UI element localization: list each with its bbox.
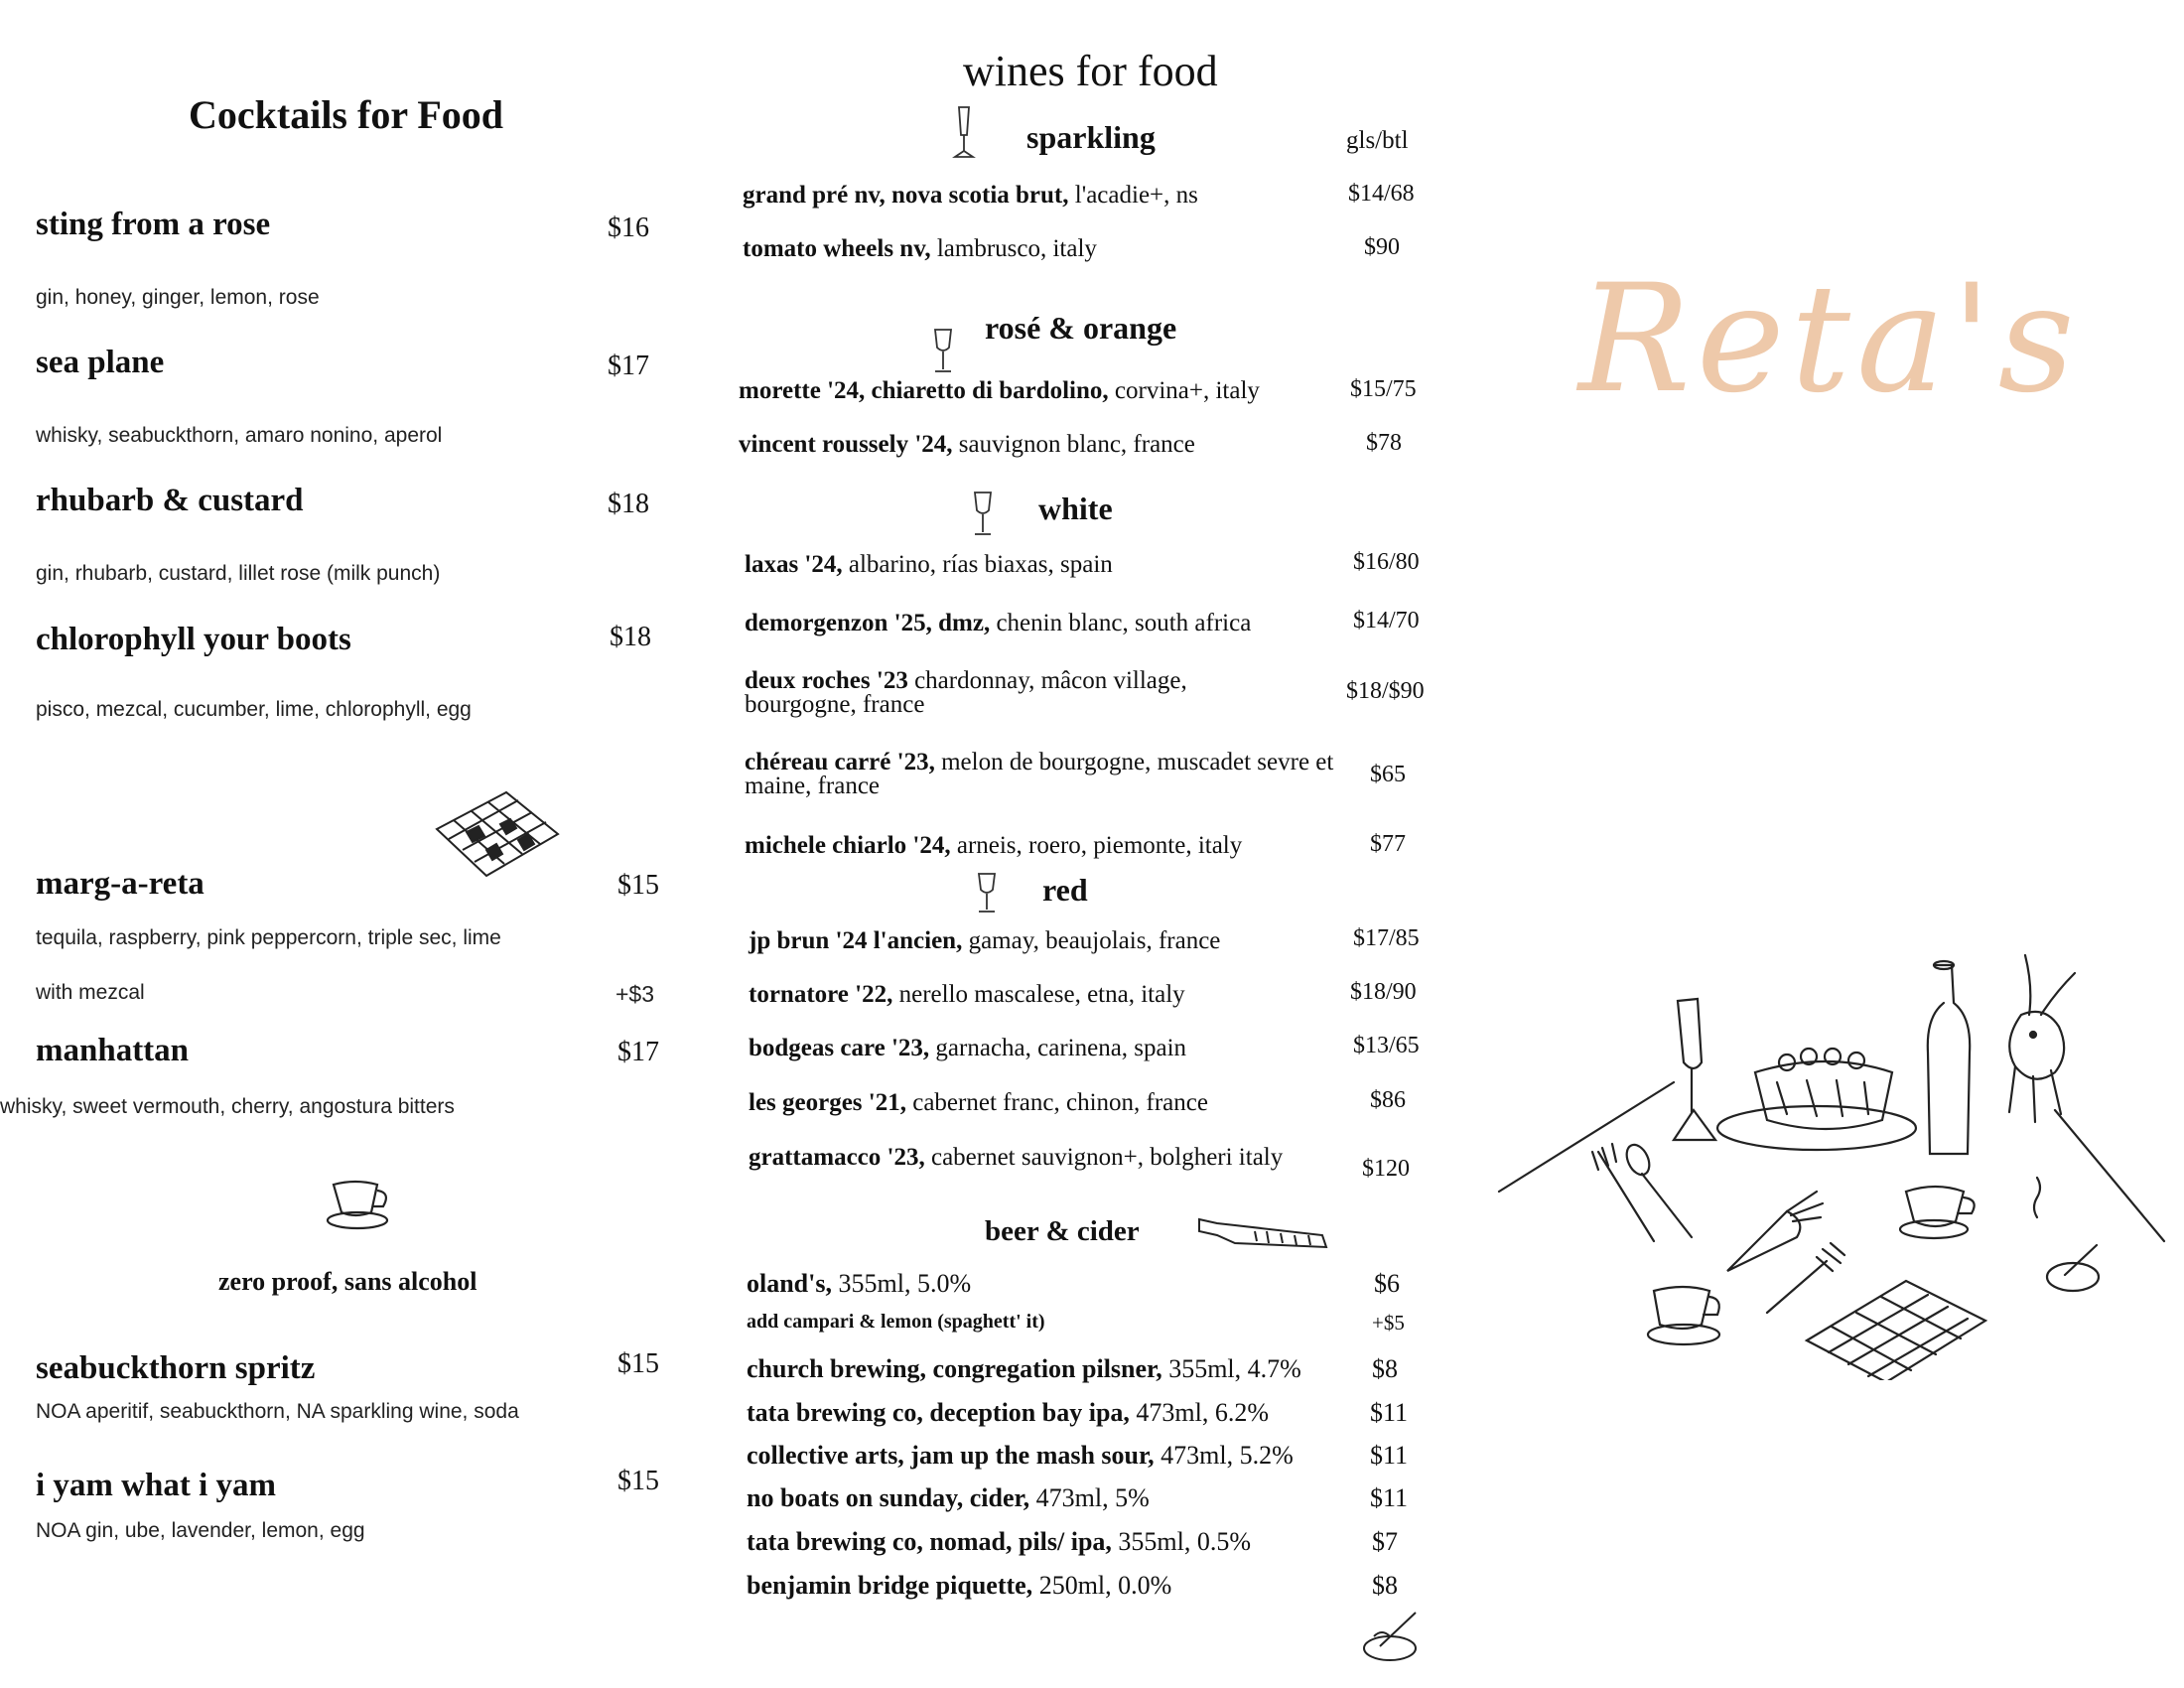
- blanket-sketch-icon: [427, 784, 566, 884]
- wine-price: $90: [1364, 234, 1400, 260]
- wine-price: $18/$90: [1346, 678, 1425, 704]
- wine-item: grattamacco '23, cabernet sauvignon+, bolgheri italy: [749, 1144, 1284, 1171]
- wine-section-white: white: [1038, 491, 1113, 526]
- beer-item: no boats on sunday, cider, 473ml, 5%: [747, 1483, 1150, 1512]
- wine-glass-icon: [971, 491, 995, 538]
- beer-price: +$5: [1372, 1311, 1405, 1335]
- cocktail-desc: pisco, mezcal, cucumber, lime, chlorophyll, egg: [36, 698, 472, 721]
- zero-proof-price: $15: [617, 1466, 659, 1496]
- retas-logo: Reta's: [1578, 253, 2081, 426]
- wine-section-red: red: [1042, 872, 1088, 908]
- beer-item: tata brewing co, nomad, pils/ ipa, 355ml, 0.5%: [747, 1527, 1252, 1556]
- wine-price: $120: [1362, 1156, 1410, 1182]
- beer-item: church brewing, congregation pilsner, 355ml, 4.7%: [747, 1354, 1301, 1383]
- wine-price: $86: [1370, 1087, 1406, 1113]
- beer-item: collective arts, jam up the mash sour, 473ml, 5.2%: [747, 1441, 1294, 1470]
- zero-proof-name: seabuckthorn spritz: [36, 1350, 316, 1386]
- beer-price: $8: [1372, 1354, 1398, 1383]
- beer-addon: add campari & lemon (spaghett' it): [747, 1311, 1045, 1333]
- cocktail-price: $15: [617, 870, 659, 901]
- cocktail-price: $18: [608, 489, 649, 519]
- cocktail-price: $17: [608, 351, 649, 381]
- beer-price: $11: [1370, 1483, 1409, 1512]
- wine-glass-icon: [975, 872, 999, 915]
- cocktail-price: $17: [617, 1037, 659, 1067]
- wine-item: tornatore '22, nerello mascalese, etna, italy: [749, 981, 1185, 1008]
- wines-title: wines for food: [963, 47, 1218, 95]
- wine-price: $77: [1370, 831, 1406, 857]
- cocktails-title: Cocktails for Food: [189, 92, 504, 137]
- plate-sketch-icon: [1360, 1607, 1430, 1666]
- cocktail-name: chlorophyll your boots: [36, 622, 351, 657]
- cocktail-desc: whisky, sweet vermouth, cherry, angostura bitters: [0, 1095, 455, 1118]
- wine-item: bodgeas care '23, garnacha, carinena, spain: [749, 1035, 1187, 1061]
- wine-price: $78: [1366, 430, 1402, 456]
- wine-glass-icon: [931, 328, 955, 375]
- wine-price: $14/68: [1348, 181, 1415, 207]
- zero-proof-price: $15: [617, 1348, 659, 1379]
- cocktail-price: $16: [608, 212, 649, 243]
- cocktail-desc: gin, honey, ginger, lemon, rose: [36, 286, 320, 309]
- wine-section-sparkling: sparkling: [1026, 119, 1156, 155]
- wine-item: tomato wheels nv, lambrusco, italy: [743, 235, 1097, 262]
- wine-price: $65: [1370, 762, 1406, 787]
- teacup-sketch-icon: [320, 1177, 399, 1236]
- zero-proof-heading: zero proof, sans alcohol: [218, 1267, 478, 1296]
- wine-section-rose: rosé & orange: [985, 310, 1177, 346]
- cocktail-name: rhubarb & custard: [36, 483, 304, 518]
- wine-item: vincent roussely '24, sauvignon blanc, france: [739, 431, 1195, 458]
- wine-price: $16/80: [1353, 549, 1420, 575]
- wine-item: deux roches '23 chardonnay, mâcon village, bourgogne, france: [745, 667, 1187, 718]
- beer-item: tata brewing co, deception bay ipa, 473ml, 6.2%: [747, 1398, 1270, 1427]
- cocktail-name: sea plane: [36, 345, 165, 380]
- beer-price: $11: [1370, 1441, 1409, 1470]
- mezcal-option-price: +$3: [615, 981, 655, 1007]
- beer-item: benjamin bridge piquette, 250ml, 0.0%: [747, 1571, 1172, 1600]
- wine-item: jp brun '24 l'ancien, gamay, beaujolais, france: [749, 927, 1221, 954]
- zero-proof-desc: NOA aperitif, seabuckthorn, NA sparkling wine, soda: [36, 1400, 519, 1423]
- cocktail-desc: tequila, raspberry, pink peppercorn, triple sec, lime: [36, 926, 501, 949]
- beer-heading: beer & cider: [985, 1215, 1140, 1247]
- wine-item: michele chiarlo '24, arneis, roero, piemonte, italy: [745, 832, 1243, 859]
- wine-price: $13/65: [1353, 1033, 1420, 1058]
- wine-price: $17/85: [1353, 925, 1420, 951]
- wine-item: laxas '24, albarino, rías biaxas, spain: [745, 551, 1113, 578]
- wine-price: $15/75: [1350, 376, 1417, 402]
- beer-price: $11: [1370, 1398, 1409, 1427]
- zero-proof-name: i yam what i yam: [36, 1468, 276, 1503]
- beer-item: oland's, 355ml, 5.0%: [747, 1269, 972, 1298]
- wine-price: $18/90: [1350, 979, 1417, 1005]
- beer-price: $6: [1374, 1269, 1400, 1298]
- wine-item: demorgenzon '25, dmz, chenin blanc, south africa: [745, 610, 1252, 636]
- zero-proof-desc: NOA gin, ube, lavender, lemon, egg: [36, 1519, 365, 1542]
- flute-glass-icon: [951, 105, 977, 161]
- wine-item: grand pré nv, nova scotia brut, l'acadie+, ns: [743, 182, 1198, 209]
- mezcal-option-label: with mezcal: [36, 981, 145, 1004]
- cocktail-name: marg-a-reta: [36, 866, 205, 902]
- cocktail-desc: whisky, seabuckthorn, amaro nonino, aperol: [36, 424, 443, 447]
- wine-col-header: gls/btl: [1346, 127, 1409, 154]
- wine-price: $14/70: [1353, 608, 1420, 633]
- beer-price: $7: [1372, 1527, 1398, 1556]
- picnic-illustration-icon: [1489, 943, 2184, 1380]
- cocktail-name: sting from a rose: [36, 207, 271, 242]
- beer-bottle-icon: [1195, 1213, 1334, 1253]
- cocktail-desc: gin, rhubarb, custard, lillet rose (milk punch): [36, 562, 441, 585]
- cocktail-name: manhattan: [36, 1033, 190, 1068]
- cocktail-price: $18: [610, 622, 651, 652]
- wine-item: morette '24, chiaretto di bardolino, corvina+, italy: [739, 377, 1260, 404]
- wine-item: les georges '21, cabernet franc, chinon, france: [749, 1089, 1208, 1116]
- beer-price: $8: [1372, 1571, 1398, 1600]
- wine-item: chéreau carré '23, melon de bourgogne, muscadet sevre et maine, france: [745, 749, 1334, 799]
